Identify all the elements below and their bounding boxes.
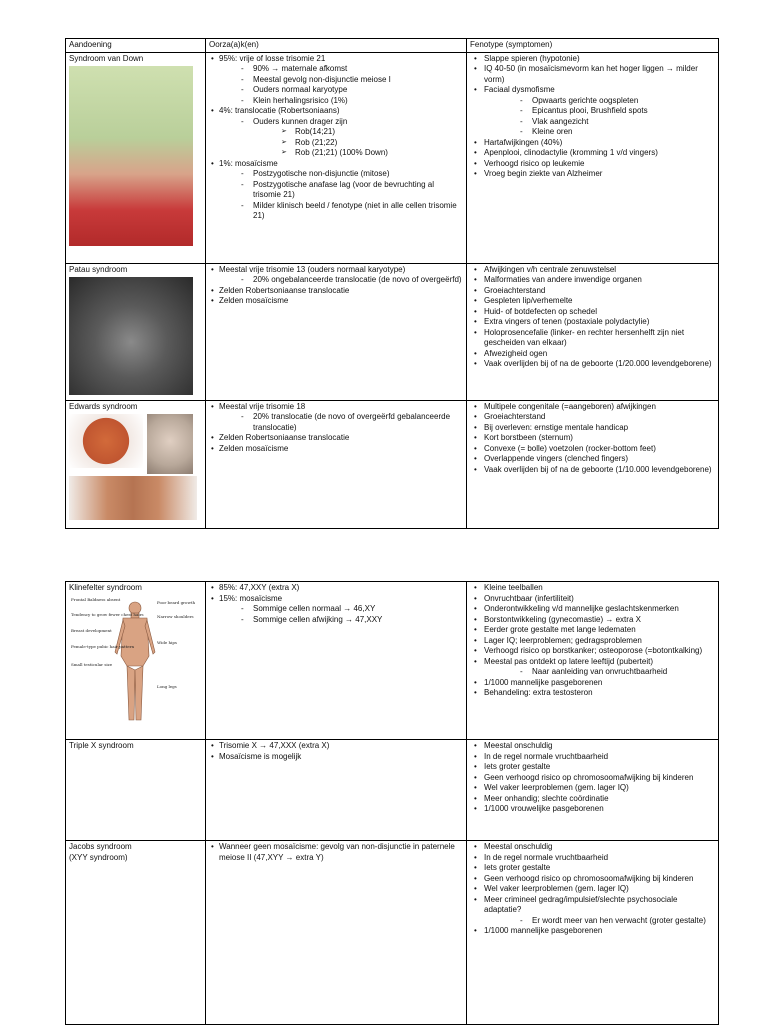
clenched-hand-photo	[69, 414, 143, 468]
list-item: • Trisomie X → 47,XXX (extra X)	[209, 741, 463, 752]
list-item: - Vlak aangezicht	[470, 117, 715, 128]
table-row	[66, 263, 719, 400]
list-item: • Onvruchtbaar (infertiliteit)	[470, 594, 715, 605]
table-row	[66, 52, 719, 263]
causes-list	[209, 741, 463, 762]
syndromes-table-1	[65, 38, 719, 529]
patau-syndrome-photo	[69, 277, 193, 395]
list-item: • Multipele congenitale (=aangeboren) afwijkingen	[470, 402, 715, 413]
causes-cell	[206, 582, 467, 740]
edwards-photos	[69, 414, 202, 474]
list-item: • Kleine teelballen	[470, 583, 715, 594]
list-item: - Opwaarts gerichte oogspleten	[470, 96, 715, 107]
list-item: ➢ Rob (21;22)	[209, 138, 463, 149]
list-item: - Ouders kunnen drager zijn	[209, 117, 463, 128]
list-item: - Er wordt meer van hen verwacht (groter gestalte)	[470, 916, 715, 927]
down-syndrome-photo	[69, 66, 193, 246]
list-item: • Afwezigheid ogen	[470, 349, 715, 360]
list-item: • 95%: vrije of losse trisomie 21	[209, 54, 463, 65]
list-item: • 1/1000 mannelijke pasgeborenen	[470, 926, 715, 937]
list-item: ➢ Rob (21;21) (100% Down)	[209, 148, 463, 159]
condition-cell	[66, 582, 206, 740]
list-item: • Vaak overlijden bij of na de geboorte (1/20.000 levendgeborene)	[470, 359, 715, 370]
condition-cell	[66, 841, 206, 1025]
causes-list	[209, 583, 463, 625]
condition-cell	[66, 263, 206, 400]
list-item: • IQ 40-50 (in mosaïcismevorm kan het hoger liggen → milder vorm)	[470, 64, 715, 85]
figure-label: Long legs	[157, 683, 177, 689]
symptoms-cell	[467, 740, 719, 841]
condition-cell	[66, 52, 206, 263]
list-item: • Onderontwikkeling v/d mannelijke geslachtskenmerken	[470, 604, 715, 615]
causes-list	[209, 54, 463, 222]
list-item: • Convexe (= bolle) voetzolen (rocker-bottom feet)	[470, 444, 715, 455]
symptoms-list	[470, 54, 715, 180]
list-item: • Kort borstbeen (sternum)	[470, 433, 715, 444]
list-item: • Wel vaker leerproblemen (gem. lager IQ)	[470, 783, 715, 794]
list-item: • Meer crimineel gedrag/impulsief/slechte psychosociale adaptatie?	[470, 895, 715, 916]
causes-list	[209, 842, 463, 863]
list-item: • Gespleten lip/verhemelte	[470, 296, 715, 307]
symptoms-cell	[467, 52, 719, 263]
symptoms-list	[470, 402, 715, 476]
list-item: • Faciaal dysmofisme	[470, 85, 715, 96]
list-item: - Sommige cellen afwijking → 47,XXY	[209, 615, 463, 626]
condition-name: Syndroom van Down	[69, 53, 144, 63]
causes-list	[209, 402, 463, 455]
figure-label: Tendency to grow fewer chest hairs	[71, 611, 144, 617]
figure-label: Small testicular size	[71, 661, 113, 667]
condition-name: Patau syndroom	[69, 264, 128, 274]
list-item: - Milder klinisch beeld / fenotype (niet in alle cellen trisomie 21)	[209, 201, 463, 222]
list-item: • Eerder grote gestalte met lange ledematen	[470, 625, 715, 636]
list-item: - 20% translocatie (de novo of overgeërfd gebalanceerde translocatie)	[209, 412, 463, 433]
figure-label: Poor beard growth	[157, 599, 196, 605]
causes-cell	[206, 52, 467, 263]
symptoms-list	[470, 583, 715, 699]
klinefelter-figure	[69, 596, 201, 724]
list-item: • Meestal vrije trisomie 18	[209, 402, 463, 413]
list-item: • Vaak overlijden bij of na de geboorte (1/10.000 levendgeborene)	[470, 465, 715, 476]
symptoms-list	[470, 741, 715, 815]
list-item: - Epicantus plooi, Brushfield spots	[470, 106, 715, 117]
list-item: • Iets groter gestalte	[470, 863, 715, 874]
list-item: • Lager IQ; leerproblemen; gedragsproblemen	[470, 636, 715, 647]
list-item: • Meestal onschuldig	[470, 842, 715, 853]
symptoms-cell	[467, 263, 719, 400]
list-item: • Mosaïcisme is mogelijk	[209, 752, 463, 763]
figure-label: Frontal Baldness absent	[71, 596, 121, 602]
list-item: - Klein herhalingsrisico (1%)	[209, 96, 463, 107]
condition-name: Klinefelter syndroom	[69, 583, 142, 592]
list-item: - 90% → maternale afkomst	[209, 64, 463, 75]
list-item: ➢ Rob(14;21)	[209, 127, 463, 138]
table-row	[66, 740, 719, 841]
symptoms-cell	[467, 400, 719, 528]
list-item: • Malformaties van andere inwendige organen	[470, 275, 715, 286]
symptoms-list	[470, 265, 715, 370]
list-item: • Borstontwikkeling (gynecomastie) → extra X	[470, 615, 715, 626]
list-item: • Holoprosencefalie (linker- en rechter hersenhelft zijn niet gescheiden van elkaar)	[470, 328, 715, 349]
figure-label: Breast development	[71, 627, 112, 633]
condition-subname: (XYY syndroom)	[69, 852, 128, 862]
list-item: • Zelden mosaïcisme	[209, 444, 463, 455]
causes-list	[209, 265, 463, 307]
symptoms-cell	[467, 841, 719, 1025]
list-item: • 1/1000 mannelijke pasgeborenen	[470, 678, 715, 689]
list-item: • Slappe spieren (hypotonie)	[470, 54, 715, 65]
causes-cell	[206, 400, 467, 528]
list-item: • Meestal onschuldig	[470, 741, 715, 752]
list-item: • In de regel normale vruchtbaarheid	[470, 752, 715, 763]
table-header-row	[66, 39, 719, 53]
list-item: - Postzygotische anafase lag (voor de bevruchting al trisomie 21)	[209, 180, 463, 201]
condition-cell	[66, 400, 206, 528]
list-item: • Overlappende vingers (clenched fingers)	[470, 454, 715, 465]
list-item: • Wel vaker leerproblemen (gem. lager IQ)	[470, 884, 715, 895]
list-item: • Vroeg begin ziekte van Alzheimer	[470, 169, 715, 180]
list-item: • Behandeling: extra testosteron	[470, 688, 715, 699]
condition-name: Jacobs syndroom	[69, 842, 132, 851]
rocker-bottom-feet-photo	[69, 476, 197, 520]
condition-cell	[66, 740, 206, 841]
list-item: • Huid- of botdefecten op schedel	[470, 307, 715, 318]
header-fenotype: Fenotype (symptomen)	[467, 39, 719, 53]
list-item: • Bij overleven: ernstige mentale handicap	[470, 423, 715, 434]
condition-name: Triple X syndroom	[69, 741, 134, 750]
header-oorzaken: Oorza(a)k(en)	[206, 39, 467, 53]
causes-cell	[206, 841, 467, 1025]
list-item: • Meestal pas ontdekt op latere leeftijd (puberteit)	[470, 657, 715, 668]
table-row	[66, 841, 719, 1025]
list-item: • Meer onhandig; slechte coördinatie	[470, 794, 715, 805]
list-item: • Zelden Robertsoniaanse translocatie	[209, 433, 463, 444]
list-item: • Groeiachterstand	[470, 412, 715, 423]
symptoms-list	[470, 842, 715, 937]
causes-cell	[206, 263, 467, 400]
table-row	[66, 582, 719, 740]
list-item: • 1/1000 vrouwelijke pasgeborenen	[470, 804, 715, 815]
list-item: • Groeiachterstand	[470, 286, 715, 297]
list-item: - Sommige cellen normaal → 46,XY	[209, 604, 463, 615]
list-item: - Postzygotische non-disjunctie (mitose)	[209, 169, 463, 180]
list-item: • Verhoogd risico op borstkanker; osteoporose (=botontkalking)	[470, 646, 715, 657]
list-item: • Zelden mosaïcisme	[209, 296, 463, 307]
list-item: • Iets groter gestalte	[470, 762, 715, 773]
figure-label: Female-type pubic hair pattern	[71, 643, 135, 649]
list-item: • Extra vingers of tenen (postaxiale polydactylie)	[470, 317, 715, 328]
list-item: • Apenplooi, clinodactylie (kromming 1 v/d vingers)	[470, 148, 715, 159]
figure-label: Wide hips	[157, 639, 177, 645]
figure-label: Narrow shoulders	[157, 613, 194, 619]
syndromes-table-2	[65, 581, 719, 1025]
list-item: • Afwijkingen v/h centrale zenuwstelsel	[470, 265, 715, 276]
list-item: - 20% ongebalanceerde translocatie (de novo of overgeërfd)	[209, 275, 463, 286]
list-item: • 15%: mosaïcisme	[209, 594, 463, 605]
condition-name: Edwards syndroom	[69, 401, 138, 411]
list-item: • Zelden Robertsoniaanse translocatie	[209, 286, 463, 297]
list-item: - Ouders normaal karyotype	[209, 85, 463, 96]
table-row	[66, 400, 719, 528]
header-aandoening: Aandoening	[66, 39, 206, 53]
list-item: - Kleine oren	[470, 127, 715, 138]
infant-face-photo	[147, 414, 193, 474]
list-item: - Naar aanleiding van onvruchtbaarheid	[470, 667, 715, 678]
list-item: • 1%: mosaïcisme	[209, 159, 463, 170]
list-item: • Geen verhoogd risico op chromosoomafwijking bij kinderen	[470, 773, 715, 784]
list-item: • 85%: 47,XXY (extra X)	[209, 583, 463, 594]
list-item: • Hartafwijkingen (40%)	[470, 138, 715, 149]
symptoms-cell	[467, 582, 719, 740]
list-item: - Meestal gevolg non-disjunctie meiose I	[209, 75, 463, 86]
causes-cell	[206, 740, 467, 841]
list-item: • Geen verhoogd risico op chromosoomafwijking bij kinderen	[470, 874, 715, 885]
list-item: • Meestal vrije trisomie 13 (ouders normaal karyotype)	[209, 265, 463, 276]
list-item: • Wanneer geen mosaïcisme: gevolg van non-disjunctie in paternele meiose II (47,XYY → extra Y)	[209, 842, 463, 863]
list-item: • In de regel normale vruchtbaarheid	[470, 853, 715, 864]
list-item: • Verhoogd risico op leukemie	[470, 159, 715, 170]
list-item: • 4%: translocatie (Robertsoniaans)	[209, 106, 463, 117]
